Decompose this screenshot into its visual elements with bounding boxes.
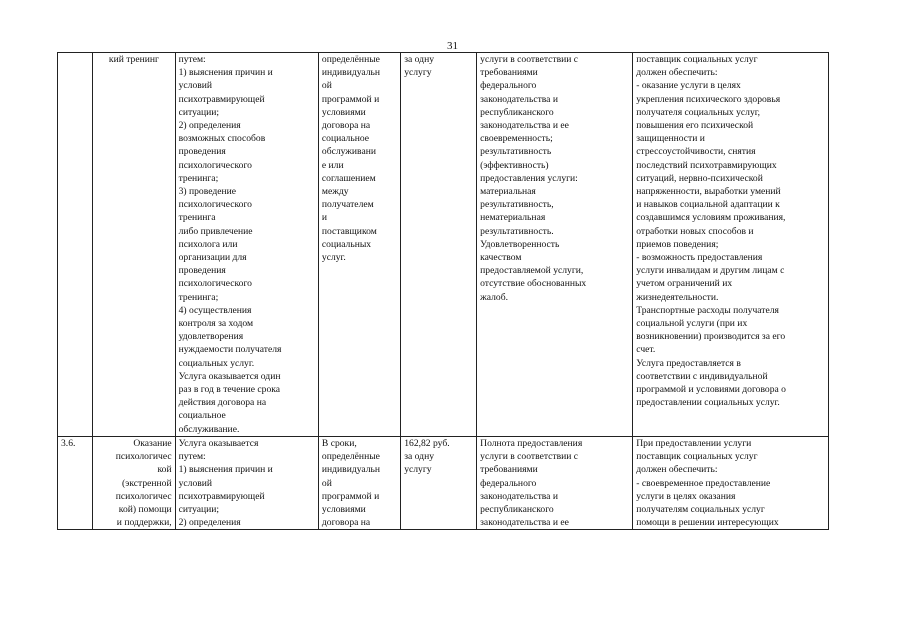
cell-text-line: поставщиком xyxy=(321,225,377,237)
cell-text-line: поставщик социальных услуг xyxy=(636,54,758,65)
cell-text-line: психологического xyxy=(178,278,252,290)
cell-text-line: жалоб. xyxy=(480,291,508,303)
cell-text-line: получателем xyxy=(321,199,374,211)
cell-text-line: предоставления услуги: xyxy=(480,172,578,184)
cell-text-line: определённые xyxy=(321,451,380,463)
cell-text-line: условий xyxy=(178,80,213,92)
cell-text-line: своевременность; xyxy=(480,133,553,145)
cell-text-line: услугу xyxy=(404,67,432,79)
cell-text-line: отсутствие обоснованных xyxy=(480,278,587,290)
cell-text-line: программой и xyxy=(321,490,380,502)
cell-text-line: создавшимся условиям проживания, xyxy=(636,212,786,224)
cell-text-line: Транспортные расходы получателя xyxy=(636,304,779,316)
cell-text-line: программой и xyxy=(321,93,380,105)
cell-text-line: программой и условиями договора о xyxy=(636,384,786,396)
cell-text-line: поставщик социальных услуг xyxy=(636,451,758,463)
cell-text-line: тренинга; xyxy=(178,291,219,303)
cell-text-line: социальных услуг. xyxy=(178,357,255,369)
cell-text-line: и поддержки, xyxy=(116,517,172,529)
cell-tariff xyxy=(401,53,477,437)
cell-text-line: напряженности, выработки умений xyxy=(636,186,781,198)
cell-text-line: социальных xyxy=(321,238,372,250)
cell-service-name xyxy=(93,53,175,437)
cell-text-line: договора на xyxy=(321,517,371,529)
cell-text-line: за одну xyxy=(404,451,434,463)
cell-text-line: ой xyxy=(321,477,332,489)
cell-text-line: республиканского xyxy=(480,503,554,515)
cell-text-line: жизнедеятельности. xyxy=(636,291,719,303)
cell-text-line: результативность xyxy=(480,146,552,158)
cell-text-line: законодательства и xyxy=(480,490,558,502)
cell-text-line: требованиями xyxy=(480,464,538,476)
cell-text-line: должен обеспечить: xyxy=(636,67,718,79)
cell-text-line: помощи в решении интересующих xyxy=(636,517,779,529)
table-row xyxy=(58,53,829,437)
cell-text-line: индивидуальн xyxy=(321,464,381,476)
cell-text-line: последствий психотравмирующих xyxy=(636,159,777,171)
cell-text-line: должен обеспечить: xyxy=(636,464,718,476)
cell-quality-indicators xyxy=(477,436,633,529)
cell-tariff xyxy=(401,436,477,529)
cell-text-line: возможных способов xyxy=(178,133,266,145)
cell-text-line: 3) проведение xyxy=(178,186,236,198)
cell-text-line: условиями xyxy=(321,106,366,118)
cell-text-line: контроля за ходом xyxy=(178,318,254,330)
cell-text-line: В сроки, xyxy=(321,437,357,449)
cell-text-line: условий xyxy=(178,477,213,489)
cell-text-line: услуги в соответствии с xyxy=(480,451,579,463)
cell-provision-term xyxy=(318,53,400,437)
cell-text-line: отработки новых способов и xyxy=(636,225,754,237)
cell-text-line: 4) осуществления xyxy=(178,304,252,316)
cell-text-line: счет. xyxy=(636,344,656,356)
cell-text-line: психотравмирующей xyxy=(178,93,265,105)
cell-text-line: услуги в целях оказания xyxy=(636,490,736,502)
cell-text-line: психолога или xyxy=(178,238,238,250)
cell-text-line: соглашением xyxy=(321,172,376,184)
cell-text-line: нуждаемости получателя xyxy=(178,344,282,356)
cell-text-line: результативность, xyxy=(480,199,554,211)
cell-text-line: материальная xyxy=(480,186,536,198)
cell-text-line: федерального xyxy=(480,477,537,489)
cell-text-line: учетом ограничений их xyxy=(636,278,733,290)
cell-text-line: услуги инвалидам и другим лицам с xyxy=(636,265,785,277)
cell-provision-conditions xyxy=(633,436,829,529)
cell-service-name xyxy=(93,436,175,529)
page-number: 31 xyxy=(447,40,458,52)
cell-text-line: результативность. xyxy=(480,225,554,237)
cell-text-line: защищенности и xyxy=(636,133,705,145)
cell-text-line: ситуаций, нервно-психической xyxy=(636,172,763,184)
cell-text-line: - возможность предоставления xyxy=(636,252,763,264)
cell-text-line: Услуга оказывается один xyxy=(178,370,281,382)
cell-text-line: получателя социальных услуг, xyxy=(636,106,761,118)
cell-text-line: раз в год в течение срока xyxy=(178,384,281,396)
cell-number xyxy=(58,53,93,437)
cell-provision-conditions xyxy=(633,53,829,437)
cell-text-line: договора на xyxy=(321,120,371,132)
cell-text-line: удовлетворения xyxy=(178,331,244,343)
cell-text-line: Услуга оказывается xyxy=(178,437,259,449)
cell-text-line: обслуживание. xyxy=(178,423,240,435)
cell-text-line: законодательства и ее xyxy=(480,517,569,529)
cell-quality-indicators xyxy=(477,53,633,437)
cell-text-line: предоставлении социальных услуг. xyxy=(636,397,780,409)
cell-text-line: Полнота предоставления xyxy=(480,437,583,449)
cell-text-line: соответствии с индивидуальной xyxy=(636,370,768,382)
cell-text-line: и навыков социальной адаптации к xyxy=(636,199,780,211)
cell-text-line: путем: xyxy=(178,451,206,463)
cell-text-line: кой) помощи xyxy=(118,503,172,515)
cell-text-line: обслуживани xyxy=(321,146,376,158)
cell-service-content xyxy=(175,436,318,529)
cell-text-line: ситуации; xyxy=(178,106,220,118)
cell-text-line: психологичес xyxy=(115,490,172,502)
cell-text-line: кой xyxy=(157,464,172,476)
cell-text-line: (эффективность) xyxy=(480,159,549,171)
cell-text-line: - своевременное предоставление xyxy=(636,477,771,489)
cell-text-line: действия договора на xyxy=(178,397,267,409)
cell-number: 3.6. xyxy=(58,436,93,529)
cell-text-line: между xyxy=(321,186,349,198)
cell-text-line: проведения xyxy=(178,265,226,277)
cell-text-line: федерального xyxy=(480,80,537,92)
cell-text-line: требованиями xyxy=(480,67,538,79)
cell-text-line: услугу xyxy=(404,464,432,476)
cell-text-line: кий тренинг xyxy=(108,54,159,65)
cell-text-line: либо привлечение xyxy=(178,225,253,237)
cell-text-line: нематериальная xyxy=(480,212,546,224)
cell-text-line: 2) определения xyxy=(178,120,241,132)
cell-text-line: социальное xyxy=(321,133,370,145)
cell-text-line: Оказание xyxy=(133,437,172,449)
cell-text-line: и xyxy=(321,212,328,224)
cell-text-line: укрепления психического здоровья xyxy=(636,93,781,105)
cell-text-line: проведения xyxy=(178,146,226,158)
cell-provision-term xyxy=(318,436,400,529)
cell-text-line: 1) выяснения причин и xyxy=(178,464,273,476)
cell-text-line: качеством xyxy=(480,252,522,264)
cell-text-line: определённые xyxy=(321,54,380,65)
cell-text-line: законодательства и ее xyxy=(480,120,569,132)
cell-text-line: организации для xyxy=(178,252,247,264)
cell-text-line: возникновении) производится за его xyxy=(636,331,786,343)
cell-text-line: тренинга xyxy=(178,212,216,224)
cell-text-line: е или xyxy=(321,159,344,171)
cell-text-line: 162,82 руб. xyxy=(404,437,450,449)
cell-text-line: получателям социальных услуг xyxy=(636,503,765,515)
cell-text-line: 1) выяснения причин и xyxy=(178,67,273,79)
cell-text-line: Услуга предоставляется в xyxy=(636,357,741,369)
cell-text-line: путем: xyxy=(178,54,206,65)
cell-text-line: приемов поведения; xyxy=(636,238,719,250)
cell-text-line: повышения его психической xyxy=(636,120,754,132)
cell-text-line: психологического xyxy=(178,159,252,171)
cell-text-line: ой xyxy=(321,80,332,92)
services-table xyxy=(57,52,829,530)
cell-text-line: предоставляемой услуги, xyxy=(480,265,584,277)
cell-text-line: услуг. xyxy=(321,252,346,264)
cell-text-line: психологичес xyxy=(115,451,172,463)
cell-text-line: ситуации; xyxy=(178,503,220,515)
cell-text-line: тренинга; xyxy=(178,172,219,184)
cell-text-line: - оказание услуги в целях xyxy=(636,80,741,92)
cell-text-line: за одну xyxy=(404,54,434,65)
cell-text-line: услуги в соответствии с xyxy=(480,54,579,65)
cell-text-line: При предоставлении услуги xyxy=(636,437,752,449)
cell-text-line: стрессоустойчивости, снятия xyxy=(636,146,756,158)
cell-text-line: социальной услуги (при их xyxy=(636,318,748,330)
table-row xyxy=(58,436,829,529)
cell-text-line: республиканского xyxy=(480,106,554,118)
cell-text-line: психологического xyxy=(178,199,252,211)
cell-text-line: индивидуальн xyxy=(321,67,381,79)
cell-service-content xyxy=(175,53,318,437)
cell-text-line: условиями xyxy=(321,503,366,515)
cell-text-line: 2) определения xyxy=(178,517,241,529)
cell-text-line: психотравмирующей xyxy=(178,490,265,502)
cell-text-line: Удовлетворенность xyxy=(480,238,560,250)
cell-text-line: (экстренной xyxy=(122,477,172,489)
cell-text-line: социальное xyxy=(178,410,226,422)
cell-text-line: законодательства и xyxy=(480,93,558,105)
